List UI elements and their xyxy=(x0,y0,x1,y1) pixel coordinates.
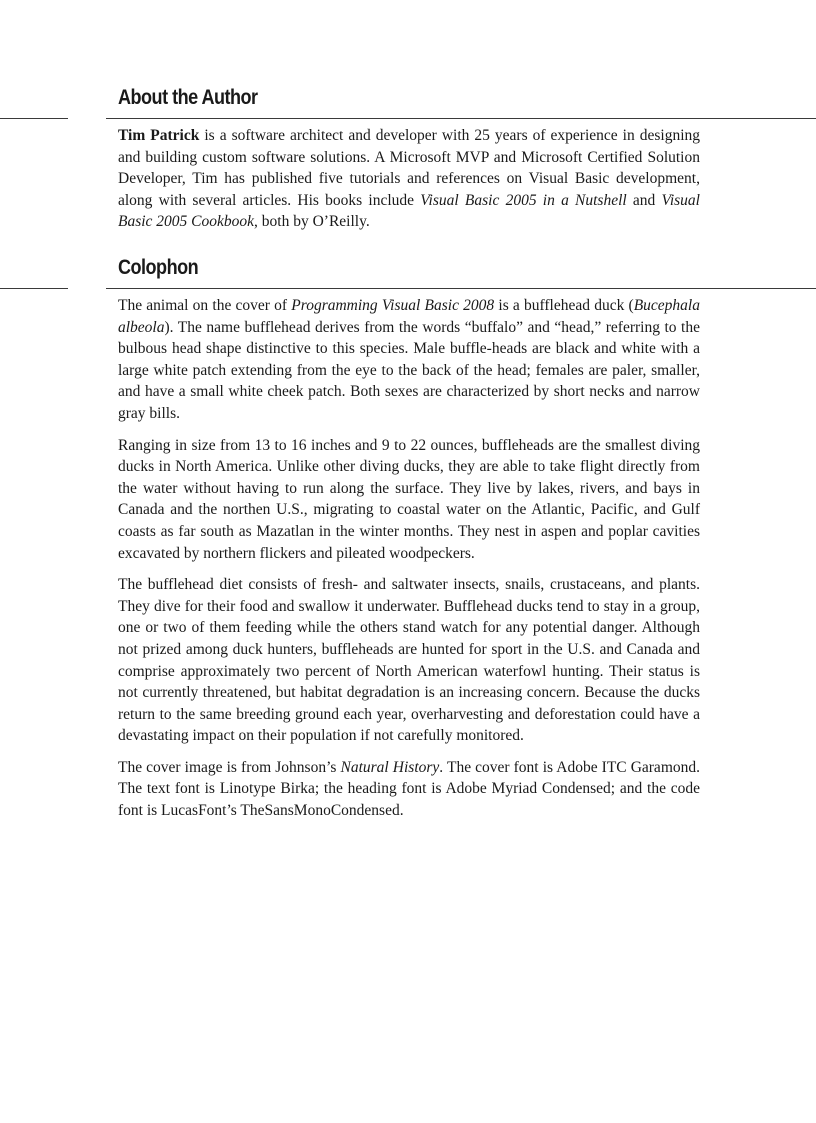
colophon-paragraph-2: Ranging in size from 13 to 16 inches and 9 to 22 ounces, buffleheads are the smallest diving ducks in North America. Unlike other diving ducks, they are able to take flight directly from the water without having to run along the surface. They live by lakes, rivers, and bays in Canada and the northen U.S., migrating to coastal water on the Atlantic, Pacific, and Gulf coasts as far south as Mazatlan in the winter months. They nest in aspen and poplar cavities excavated by northern flickers and pileated woodpeckers. xyxy=(118,436,700,562)
colophon-book-title: Programming Visual Basic 2008 xyxy=(291,297,495,314)
book-title-nutshell: Visual Basic 2005 in a Nutshell xyxy=(420,191,627,209)
colophon-p4-text-2: . The cover font is Adobe ITC Garamond. The text font is Linotype Birka; the heading font is Adobe Myriad Condensed; and the code font is LucasFont’s TheSansMonoCondensed. xyxy=(118,758,700,820)
about-author-left-rule xyxy=(0,118,68,119)
colophon-paragraph-3: The bufflehead diet consists of fresh- and saltwater insects, snails, crustaceans, and plants. They dive for their food and swallow it underwater. Bufflehead ducks tend to stay in a group, one or two of them feeding while the others stand watch for any potential danger. Although not prized among duck hunters, buffleheads are hunted for sport in the U.S. and Canada and comprise approximately two percent of North American waterfowl hunting. Their status is not currently threatened, but habitat degradation is an increasing concern. Because the ducks return to the same breeding ground each year, overharvesting and deforestation could have a devastating impact on their population if not carefully monitored. xyxy=(118,576,700,745)
about-author-rule xyxy=(106,118,816,119)
about-author-paragraph xyxy=(118,125,700,233)
image-source-title: Natural History xyxy=(340,758,440,776)
colophon-paragraph-4 xyxy=(118,757,700,822)
colophon-p1-text-3: ). The name bufflehead derives from the words “buffalo” and “head,” referring to the bulbous head shape distinctive to this species. Male buffle-heads are black and white with a large white patch extending from the eye to the back of the head; females are paler, smaller, and have a small white cheek patch. Both sexes are characterized by short necks and narrow gray bills. xyxy=(118,318,700,422)
about-author-heading: About the Author xyxy=(118,86,258,109)
colophon-heading: Colophon xyxy=(118,256,199,279)
colophon-body xyxy=(118,295,700,832)
colophon-p1-text-2: is a bufflehead duck ( xyxy=(494,297,634,314)
author-name: Tim Patrick xyxy=(118,127,200,144)
about-text-2: and xyxy=(626,191,662,209)
about-text-1: is a software architect and developer with 25 years of experience in designing and building custom software solutions. A Microsoft MVP and Microsoft Certified Solution Developer, Tim has published five tutorials and references on Visual Basic development, along with several articles. His books include xyxy=(118,127,700,209)
colophon-paragraph-1 xyxy=(118,295,700,425)
colophon-rule xyxy=(106,288,816,289)
book-title-cookbook: Visual Basic 2005 Cookbook xyxy=(118,191,700,231)
about-text-3: , both by O’Reilly. xyxy=(254,213,370,231)
species-name: Bucephala albeola xyxy=(118,297,700,336)
about-author-body xyxy=(118,125,700,243)
colophon-p4-text-1: The cover image is from Johnson’s xyxy=(118,758,341,776)
colophon-p1-text-1: The animal on the cover of xyxy=(118,297,292,314)
colophon-left-rule xyxy=(0,288,68,289)
